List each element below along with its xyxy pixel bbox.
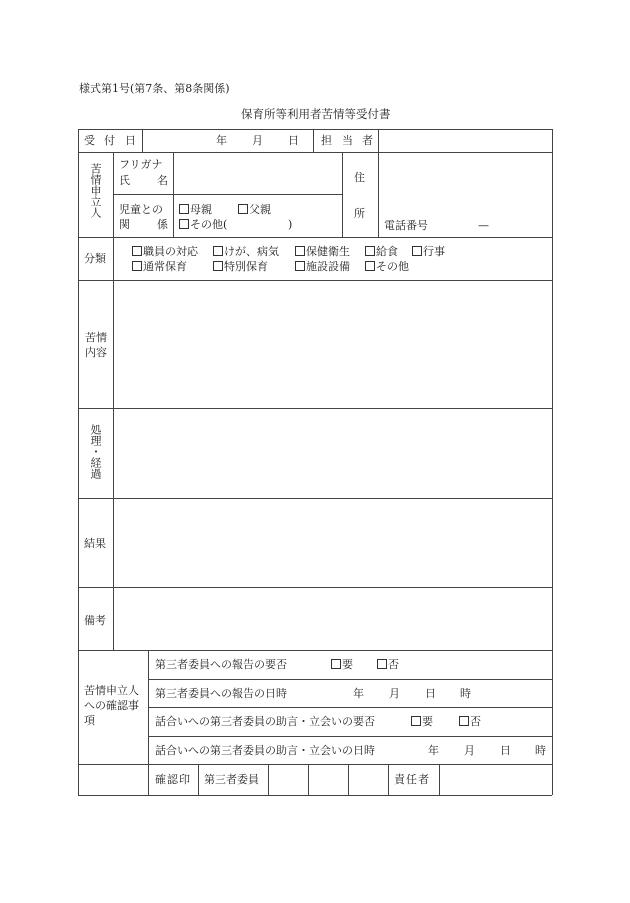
advice-year: 年 [428,744,439,757]
father-label: 父親 [249,203,271,216]
complaint-content-field[interactable] [114,281,551,407]
mother-checkbox[interactable] [179,203,212,216]
receipt-year: 年 [216,134,227,147]
address-field[interactable] [379,153,551,213]
category-row2-4[interactable]: その他 [365,260,409,273]
checkbox-icon [179,219,189,229]
other-relation-close: ) [288,218,293,231]
relation-label-2b: 係 [157,218,168,231]
advice-need-label: 話合いへの第三者委員の助言・立会いの要否 [155,715,375,728]
committee-stamp-3[interactable] [349,765,387,794]
form-title: 保育所等利用者苦情等受付書 [241,107,391,121]
checkbox-icon [365,246,375,256]
form-number: 様式第1号(第7条、第8条関係) [79,82,230,95]
checkbox-icon [412,246,422,256]
receipt-label-1: 受 [84,134,95,147]
report-month: 月 [389,687,400,700]
receipt-day: 日 [288,134,299,147]
checkbox-icon [331,659,341,669]
checkbox-icon [459,716,469,726]
advice-date-label: 話合いへの第三者委員の助言・立会いの日時 [155,744,375,757]
category-row2-3[interactable]: 施設設備 [295,260,350,273]
report-hour: 時 [460,687,471,700]
complaint-label-1: 苦情 [85,331,107,344]
category-row1-5[interactable]: 行事 [412,245,445,258]
committee-stamp-2[interactable] [309,765,347,794]
category-row1-1[interactable]: 職員の対応 [132,245,198,258]
remarks-field[interactable] [114,588,551,649]
receipt-label-2: 付 [104,134,115,147]
report-need-yes[interactable]: 要 [331,658,353,671]
mother-label: 母親 [190,203,212,216]
checkbox-icon [213,246,223,256]
complainant-side-label: 苦情申立人 [89,163,102,218]
confirm-stamp-label: 確認印 [155,773,191,786]
receipt-date-field[interactable] [143,130,312,151]
name-field[interactable] [174,153,341,193]
manager-label: 責任者 [394,773,430,786]
other-relation-label: その他( [190,218,228,231]
furigana-label: フリガナ [119,158,163,171]
category-row1-3[interactable]: 保健衛生 [295,245,350,258]
confirm-side-2: への確認事 [84,699,139,712]
name-label-1: 氏 [119,174,130,187]
advice-day: 日 [500,744,511,757]
category-row2-1[interactable]: 通常保育 [132,260,187,273]
checkbox-icon [365,261,375,271]
father-checkbox[interactable] [238,203,271,216]
report-day: 日 [425,687,436,700]
relation-label-1: 児童との [119,203,163,216]
category-label: 分類 [84,252,106,265]
process-label: 処理・経過 [89,424,102,479]
advice-need-yes[interactable]: 要 [411,715,433,728]
confirm-side-1: 苦情申立人 [84,684,139,697]
advice-need-no[interactable]: 否 [459,715,481,728]
report-need-label: 第三者委員への報告の要否 [155,658,287,671]
report-need-no[interactable]: 否 [377,658,399,671]
staff-field[interactable] [379,130,551,151]
advice-month: 月 [464,744,475,757]
category-row1-2[interactable]: けが、病気 [213,245,279,258]
checkbox-icon [411,716,421,726]
receipt-month: 月 [252,134,263,147]
phone-dash: — [478,219,489,232]
checkbox-icon [377,659,387,669]
remarks-label: 備考 [84,614,106,627]
committee-stamp-1[interactable] [269,765,307,794]
receipt-label-3: 日 [125,134,136,147]
staff-label-2: 当 [342,134,353,147]
staff-label-3: 者 [362,134,373,147]
checkbox-icon [295,261,305,271]
relation-label-2a: 関 [119,218,130,231]
confirm-side-3: 項 [84,714,95,727]
other-relation-checkbox[interactable] [179,218,227,231]
report-date-label: 第三者委員への報告の日時 [155,687,287,700]
address-label-2: 所 [354,207,365,220]
address-label-1: 住 [354,171,365,184]
result-label: 結果 [84,537,106,550]
checkbox-icon [295,246,305,256]
checkbox-icon [213,261,223,271]
category-row2-2[interactable]: 特別保育 [213,260,268,273]
name-label-2: 名 [157,174,168,187]
staff-label-1: 担 [321,134,332,147]
checkbox-icon [238,204,248,214]
checkbox-icon [179,204,189,214]
committee-label: 第三者委員 [204,773,259,786]
report-year: 年 [353,687,364,700]
checkbox-icon [132,261,142,271]
manager-stamp[interactable] [440,765,551,794]
advice-hour: 時 [535,744,546,757]
result-field[interactable] [114,499,551,586]
complaint-label-2: 内容 [85,346,107,359]
process-field[interactable] [114,409,551,497]
phone-label: 電話番号 [384,219,428,232]
category-row1-4[interactable]: 給食 [365,245,398,258]
checkbox-icon [132,246,142,256]
